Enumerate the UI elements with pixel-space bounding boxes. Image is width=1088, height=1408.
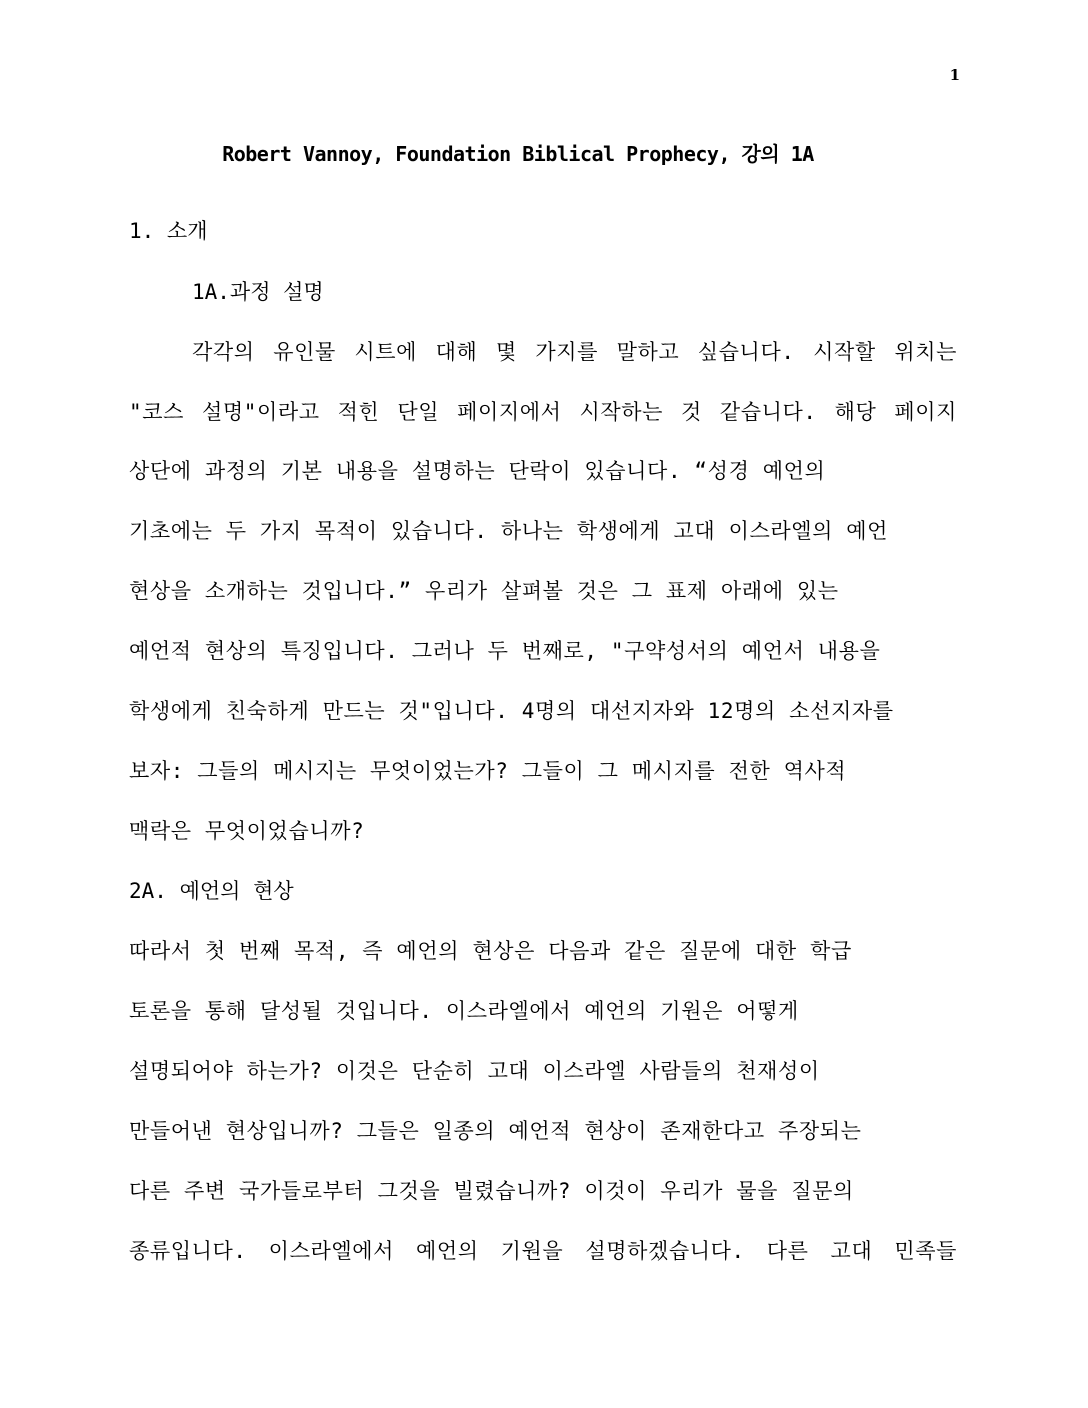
paragraph-1-line-7: 학생에게 친숙하게 만드는 것"입니다. 4명의 대선지자와 12명의 소선지자를 [129, 699, 894, 723]
paragraph-1-line-5: 현상을 소개하는 것입니다.” 우리가 살펴볼 것은 그 표제 아래에 있는 [129, 579, 839, 603]
paragraph-1-line-6: 예언적 현상의 특징입니다. 그러나 두 번째로, "구약성서의 예언서 내용을 [129, 639, 881, 663]
paragraph-2-line-5: 다른 주변 국가들로부터 그것을 빌렸습니까? 이것이 우리가 물을 질문의 [129, 1179, 854, 1203]
section-heading-introduction: 1. 소개 [129, 219, 208, 243]
paragraph-2-line-3: 설명되어야 하는가? 이것은 단순히 고대 이스라엘 사람들의 천재성이 [129, 1059, 820, 1083]
page-number: 1 [949, 66, 960, 84]
paragraph-2-line-6: 종류입니다. 이스라엘에서 예언의 기원을 설명하겠습니다. 다른 고대 민족들 [129, 1239, 957, 1263]
subsection-heading-phenomenon-of-prophecy: 2A. 예언의 현상 [129, 879, 294, 903]
paragraph-1-line-4: 기초에는 두 가지 목적이 있습니다. 하나는 학생에게 고대 이스라엘의 예언 [129, 519, 889, 543]
paragraph-2-line-2: 토론을 통해 달성될 것입니다. 이스라엘에서 예언의 기원은 어떻게 [129, 999, 799, 1023]
paragraph-1-line-2: "코스 설명"이라고 적힌 단일 페이지에서 시작하는 것 같습니다. 해당 페이지 [129, 400, 957, 424]
paragraph-1-line-1: 각각의 유인물 시트에 대해 몇 가지를 말하고 싶습니다. 시작할 위치는 [192, 340, 957, 364]
lecture-title: Robert Vannoy, Foundation Biblical Prophecy, 강의 1A [222, 142, 814, 166]
subsection-heading-course-description: 1A.과정 설명 [192, 280, 324, 304]
paragraph-1-line-9: 맥락은 무엇이었습니까? [129, 819, 365, 843]
paragraph-1-line-3: 상단에 과정의 기본 내용을 설명하는 단락이 있습니다. “성경 예언의 [129, 459, 826, 483]
paragraph-2-line-1: 따라서 첫 번째 목적, 즉 예언의 현상은 다음과 같은 질문에 대한 학급 [129, 939, 852, 963]
paragraph-2-line-4: 만들어낸 현상입니까? 그들은 일종의 예언적 현상이 존재한다고 주장되는 [129, 1119, 862, 1143]
paragraph-1-line-8: 보자: 그들의 메시지는 무엇이었는가? 그들이 그 메시지를 전한 역사적 [129, 759, 847, 783]
